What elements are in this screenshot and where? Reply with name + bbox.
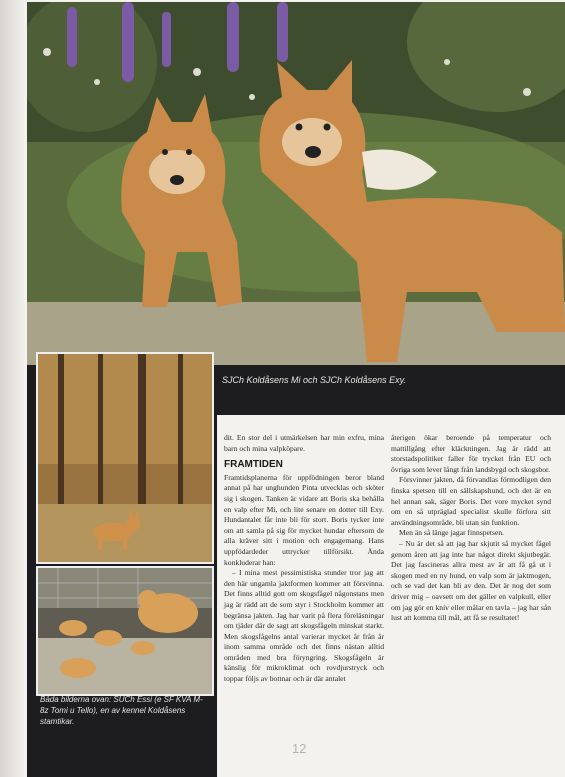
paragraph: Försvinner jakten, då förvandlas förmodligen den finska spetsen till en sällskapshund, och det är en hel annan sak, säger Boris. Det vore mycket synd om en så utpräglad specialist skulle förfora sitt användningsområde, bli utan sin funktion. [391,475,551,527]
paragraph: Men än så länge jagar finnspetsen. [399,528,505,538]
section-heading: FRAMTIDEN [224,459,283,471]
paragraph: återigen ökar beroende på temperatur och mattillgång efter kläckningen. Jag är rädd att storstadspolitiker faller för trycket från EU och övriga som lever långt från landsbygd och skogsbor. [391,433,551,474]
hero-caption: SJCh Koldåsens Mi och SJCh Koldåsens Exy. [222,375,406,385]
page-number: 12 [292,741,307,756]
paragraph: Framtidsplanerna för uppfödningen beror bland annat på har unghunden Pinta utvecklas och sköter sig i skogen. Tanken är vidare att Boris ska behålla en valp efter Mi, och lite senare en dotter till Exy. Hundantalet får inte bli för stort. Boris tycker inte om att samla på sig för mycket hundar eftersom de alla kräver sitt i motion och engagemang. Hans uppfödardeder uttrycker tillförsikt. Ända konkluderar han: [224,472,384,567]
left-caption: Båda bilderna ovan: SUCh Essi (e SF KVA M-8z Tomi u Tello), en av kennel Koldåsens stamtikar. [40,695,203,726]
text-column-1 [224,433,384,685]
paragraph: – I mina mest pessimistiska stunder tror jag att den här ungamla jaktformen kommer att försvinna. Det finns alltid gott om skogsfågel någonstans men jag är rädd att de som styr i Stockholm kommer att begränsa jakten. Jag har varit på flera föreläsningar om tjäder där de sagt att skogsfågeln minskat starkt. Men skogsfågelns antal varierar mycket år från år inom samma område och det finns nästan alltid områden med bra föryngring. Skogsfågeln är känslig för mikroklimat och rovdjurstryck och toppar följs av bottnar och är där antalet [224,568,384,684]
paragraph: – Nu är det så att jag har skjutit så mycket fågel genom åren att jag inte har något direkt skjutbegär. Det jag fascineras allra mest av är att få gå ut i skogen med en ny hund, en valp som är jaktmogen, och se vad det kan bli av den. Det är nog det som driver mig – oavsett om det gäller en valpkull, eller om jag gör en kniv eller målar en tavla – jag har sån lust att komma till mål, att få se resultatet! [391,538,551,623]
photo-dog-in-forest [36,352,214,564]
photo-dog-with-puppies [36,566,214,696]
text-column-2 [391,433,551,624]
intro-paragraph: dit. En stor del i utmärkelsen har min exfru, mina barn och mina valpköpare. [224,433,384,453]
hero-photo-two-dogs [27,2,565,365]
page-spine-shadow [0,0,24,777]
